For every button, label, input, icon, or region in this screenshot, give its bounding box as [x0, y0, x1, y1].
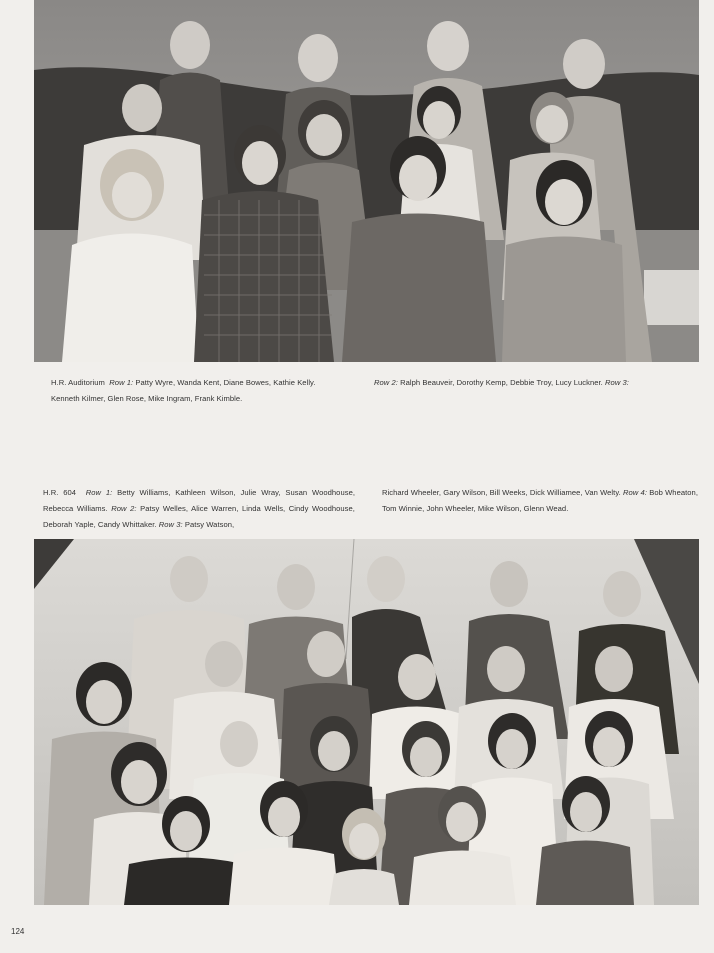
caption-auditorium-continued	[51, 391, 391, 407]
row-names: Ralph Beauveir, Dorothy Kemp, Debbie Troy, Lucy Luckner.	[400, 378, 603, 387]
caption-604-right	[382, 485, 698, 517]
row-label: Row 1:	[85, 488, 113, 497]
row-label: Row 2:	[374, 378, 398, 387]
row-label: Row 2:	[111, 504, 137, 513]
class-photo-auditorium	[34, 0, 699, 362]
row-names: Patsy Watson,	[184, 520, 235, 529]
row-label: Row 3:	[158, 520, 183, 529]
row-names: Patsy Welles, Alice Warren, Linda Wells, Cindy Woodhouse, Deborah Yaple, Candy Whittaker.	[43, 504, 355, 529]
row-label: Row 1:	[109, 378, 134, 387]
photo-auditorium-image	[34, 0, 699, 362]
caption-auditorium-left	[51, 375, 366, 391]
homeroom-name: H.R. Auditorium	[51, 378, 105, 387]
caption-604-left	[43, 485, 355, 533]
caption-auditorium-right	[374, 375, 698, 391]
row-names: Bob Wheaton, Tom Winnie, John Wheeler, Mike Wilson, Glenn Wead.	[382, 488, 698, 513]
row-names: Kenneth Kilmer, Glen Rose, Mike Ingram, Frank Kimble.	[51, 394, 243, 403]
photo-604-image	[34, 539, 699, 905]
row-names: Betty Williams, Kathleen Wilson, Julie Wray, Susan Woodhouse, Rebecca Williams.	[43, 488, 356, 513]
class-photo-604	[34, 539, 699, 905]
row-label: Row 3:	[605, 378, 629, 387]
row-names: Patty Wyre, Wanda Kent, Diane Bowes, Kathie Kelly.	[135, 378, 316, 387]
page-number: 124	[11, 927, 25, 936]
row-label: Row 4:	[623, 488, 647, 497]
row-names: Richard Wheeler, Gary Wilson, Bill Weeks, Dick Williamee, Van Welty.	[382, 488, 621, 497]
homeroom-name: H.R. 604	[43, 488, 77, 497]
